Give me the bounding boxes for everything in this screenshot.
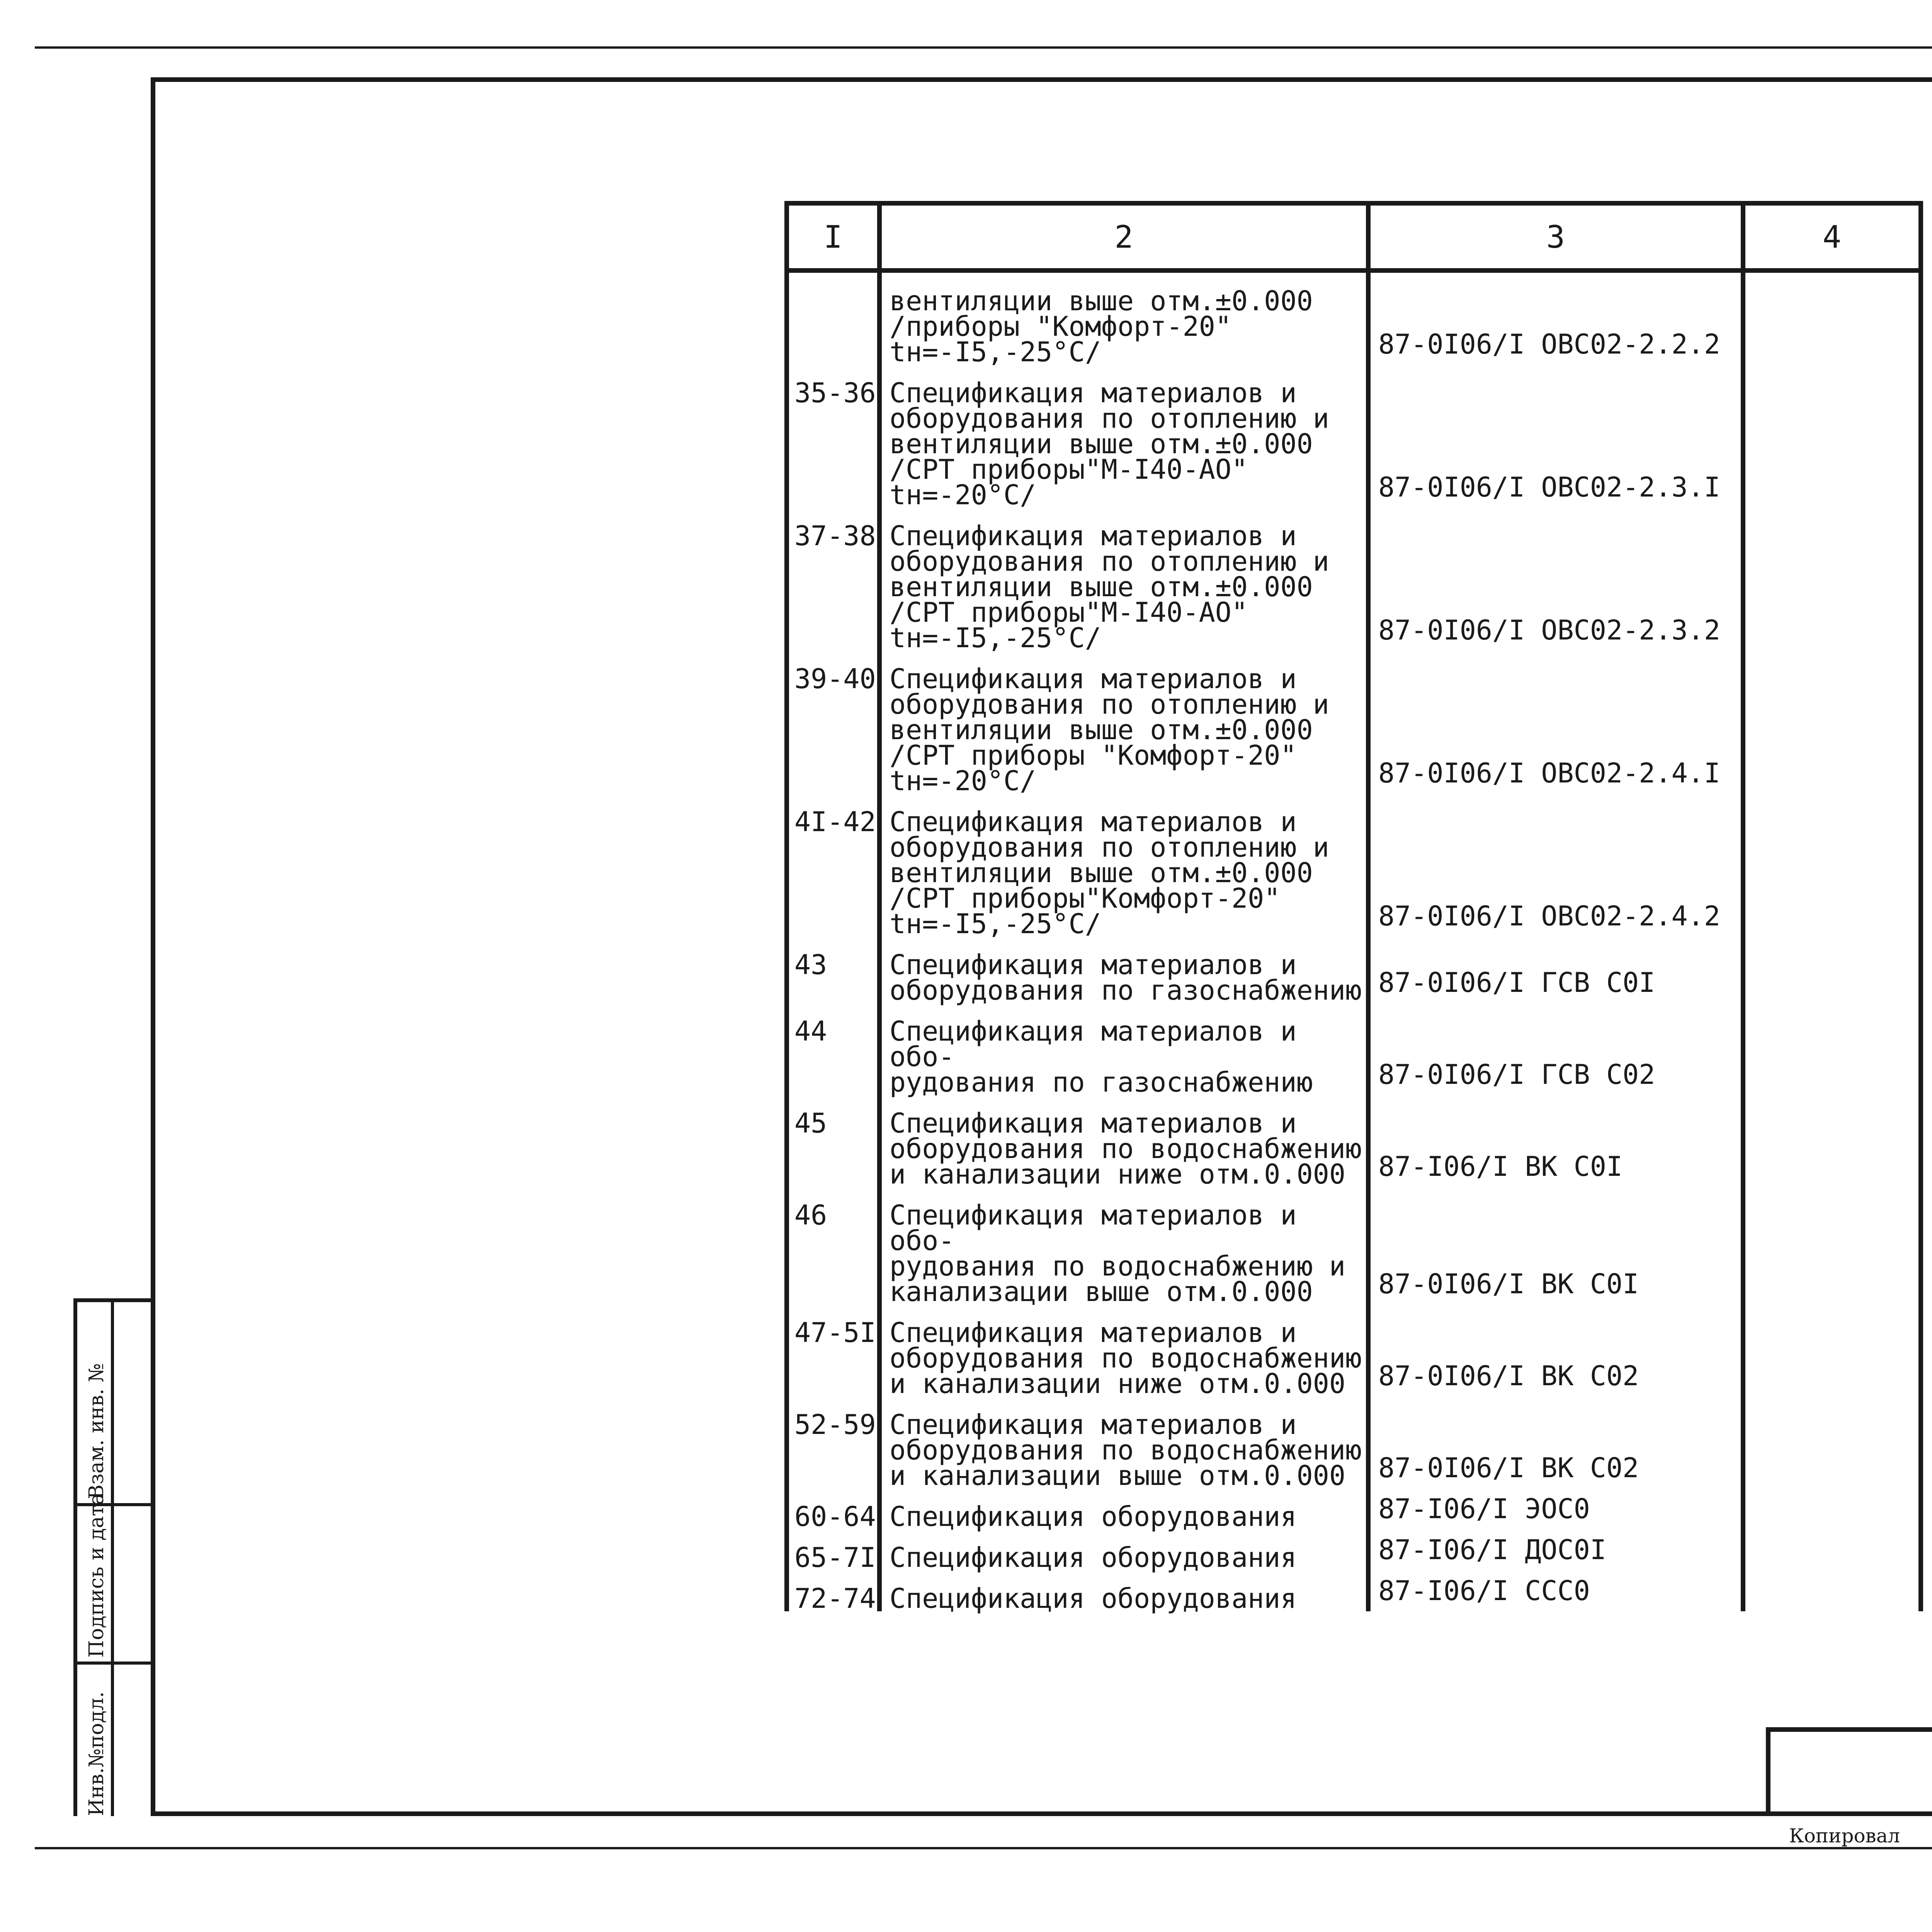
table-row bbox=[787, 651, 1921, 794]
header-col-1: I bbox=[787, 203, 879, 270]
row-code-cell: 87-0I06/I ГСВ С0I bbox=[1368, 937, 1743, 1003]
row-number-cell: 39-40 bbox=[787, 651, 879, 794]
row-note-cell bbox=[1743, 1396, 1921, 1488]
row-code-cell: 87-I06/I СCС0 bbox=[1368, 1570, 1743, 1611]
row-note-cell bbox=[1743, 1304, 1921, 1396]
row-number-cell: 46 bbox=[787, 1187, 879, 1304]
row-title-cell: Спецификация материалов и оборудования по отоплению и вентиляции выше отм.±0.000 /СРТ приборы"М-I40-АО" tн=-20°C/ bbox=[879, 365, 1368, 508]
table-row bbox=[787, 794, 1921, 937]
row-note-cell bbox=[1743, 651, 1921, 794]
row-title-cell: Спецификация материалов и оборудования по водоснабжению и канализации выше отм.0.000 bbox=[879, 1396, 1368, 1488]
row-note-cell bbox=[1743, 1003, 1921, 1095]
row-number-cell: 52-59 bbox=[787, 1396, 879, 1488]
row-note-cell bbox=[1743, 270, 1921, 365]
copied-label: Копировал bbox=[1789, 1825, 1900, 1847]
table-header-row bbox=[787, 203, 1921, 270]
table-row bbox=[787, 937, 1921, 1003]
row-title-cell: Спецификация материалов и оборудования по отоплению и вентиляции выше отм.±0.000 /СРТ приборы "Комфорт-20" tн=-20°C/ bbox=[879, 651, 1368, 794]
inventory-number-label: Инв.№подл. bbox=[85, 1691, 108, 1816]
row-code-cell: 87-0I06/I ОВС02-2.3.I bbox=[1368, 365, 1743, 508]
row-number-cell: 65-7I bbox=[787, 1529, 879, 1570]
row-title-cell: Спецификация материалов и оборудования по водоснабжению и канализации ниже отм.0.000 bbox=[879, 1304, 1368, 1396]
table-row bbox=[787, 1529, 1921, 1570]
row-title-cell: Спецификация материалов и оборудования по отоплению и вентиляции выше отм.±0.000 /СРТ приборы"М-I40-АО" tн=-I5,-25°C/ bbox=[879, 508, 1368, 651]
row-number-cell: 44 bbox=[787, 1003, 879, 1095]
row-code-cell: 87-0I06/I ВК С02 bbox=[1368, 1304, 1743, 1396]
row-title-cell: Спецификация оборудования bbox=[879, 1488, 1368, 1529]
outer-top-line bbox=[35, 46, 1932, 49]
row-note-cell bbox=[1743, 508, 1921, 651]
row-title-cell: Спецификация оборудования bbox=[879, 1570, 1368, 1611]
row-code-cell: 87-0I06/I ОВС02-2.4.I bbox=[1368, 651, 1743, 794]
row-number-cell: 35-36 bbox=[787, 365, 879, 508]
replacement-inventory-label: Взам. инв. № bbox=[85, 1363, 108, 1499]
signature-date-label: Подпись и дата bbox=[85, 1493, 108, 1658]
table-row bbox=[787, 1187, 1921, 1304]
row-number-cell: 60-64 bbox=[787, 1488, 879, 1529]
outer-bottom-line bbox=[35, 1847, 1932, 1849]
header-col-3: 3 bbox=[1368, 203, 1743, 270]
row-note-cell bbox=[1743, 1095, 1921, 1187]
row-code-cell: 87-0I06/I ВК С02 bbox=[1368, 1396, 1743, 1488]
row-code-cell: 87-I06/I ДОС0I bbox=[1368, 1529, 1743, 1570]
table-row bbox=[787, 365, 1921, 508]
row-title-cell: Спецификация материалов и обо- рудования по газоснабжению bbox=[879, 1003, 1368, 1095]
row-title-cell: Спецификация оборудования bbox=[879, 1529, 1368, 1570]
row-number-cell: 43 bbox=[787, 937, 879, 1003]
table-row bbox=[787, 1488, 1921, 1529]
row-note-cell bbox=[1743, 937, 1921, 1003]
side-divider-1 bbox=[77, 1662, 151, 1665]
row-code-cell: 87-0I06/I ОВС02-2.4.2 bbox=[1368, 794, 1743, 937]
row-note-cell bbox=[1743, 1570, 1921, 1611]
row-number-cell: 45 bbox=[787, 1095, 879, 1187]
table-row bbox=[787, 1304, 1921, 1396]
row-number-cell: 47-5I bbox=[787, 1304, 879, 1396]
row-note-cell bbox=[1743, 365, 1921, 508]
row-title-cell: вентиляции выше отм.±0.000 /приборы "Комфорт-20" tн=-I5,-25°C/ bbox=[879, 270, 1368, 365]
row-note-cell bbox=[1743, 1488, 1921, 1529]
row-note-cell bbox=[1743, 1529, 1921, 1570]
header-col-4: 4 bbox=[1743, 203, 1921, 270]
row-note-cell bbox=[1743, 794, 1921, 937]
row-number-cell bbox=[787, 270, 879, 365]
row-title-cell: Спецификация материалов и оборудования по отоплению и вентиляции выше отм.±0.000 /СРТ приборы"Комфорт-20" tн=-I5,-25°C/ bbox=[879, 794, 1368, 937]
table-row bbox=[787, 1095, 1921, 1187]
row-code-cell: 87-I06/I ЭОС0 bbox=[1368, 1488, 1743, 1529]
table-row bbox=[787, 270, 1921, 365]
row-note-cell bbox=[1743, 1187, 1921, 1304]
row-code-cell: 87-0I06/I ОВС02-2.2.2 bbox=[1368, 270, 1743, 365]
specification-table bbox=[784, 201, 1923, 1614]
row-code-cell: 87-0I06/I ВК С0I bbox=[1368, 1187, 1743, 1304]
header-col-2: 2 bbox=[879, 203, 1368, 270]
table-row bbox=[787, 1570, 1921, 1611]
row-number-cell: 37-38 bbox=[787, 508, 879, 651]
row-code-cell: 87-0I06/I ГСВ С02 bbox=[1368, 1003, 1743, 1095]
row-number-cell: 4I-42 bbox=[787, 794, 879, 937]
row-code-cell: 87-I06/I ВК С0I bbox=[1368, 1095, 1743, 1187]
title-block bbox=[1766, 1727, 1932, 1816]
table-row bbox=[787, 1003, 1921, 1095]
row-number-cell: 72-74 bbox=[787, 1570, 879, 1611]
table-row bbox=[787, 1396, 1921, 1488]
side-approval-strip bbox=[73, 1298, 151, 1816]
row-code-cell: 87-0I06/I ОВС02-2.3.2 bbox=[1368, 508, 1743, 651]
table-body bbox=[787, 270, 1921, 1614]
row-title-cell: Спецификация материалов и оборудования по водоснабжению и канализации ниже отм.0.000 bbox=[879, 1095, 1368, 1187]
table-row bbox=[787, 508, 1921, 651]
row-title-cell: Спецификация материалов и обо- рудования по водоснабжению и канализации выше отм.0.000 bbox=[879, 1187, 1368, 1304]
row-title-cell: Спецификация материалов и оборудования по газоснабжению bbox=[879, 937, 1368, 1003]
